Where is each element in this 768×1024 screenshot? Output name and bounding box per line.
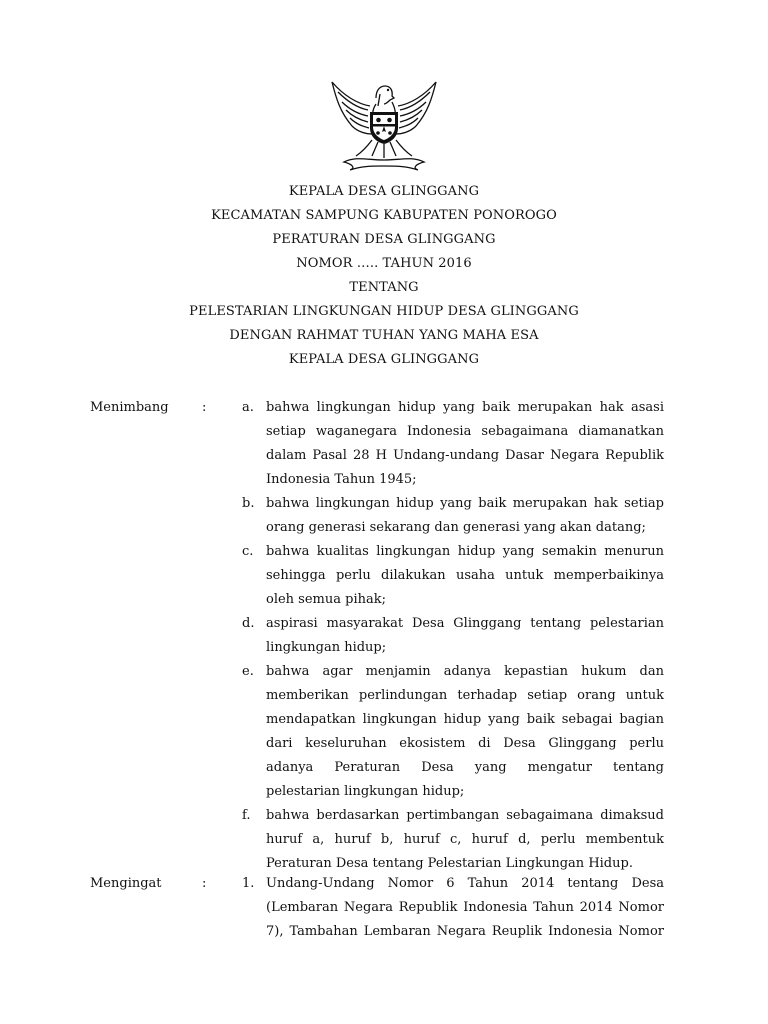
item-text	[266, 540, 664, 612]
item-line: Peraturan Desa tentang Pelestarian Lingkungan Hidup.	[266, 856, 633, 871]
regulation-number: NOMOR ….. TAHUN 2016	[296, 256, 472, 271]
item-line: dari keseluruhan ekosistem di Desa Glinggang perlu	[266, 736, 664, 751]
item-line: (Lembaran Negara Republik Indonesia Tahun 2014 Nomor	[266, 900, 664, 915]
item-line: pelestarian lingkungan hidup;	[266, 784, 465, 799]
regulation-type: PERATURAN DESA GLINGGANG	[272, 232, 496, 247]
menimbang-colon: :	[202, 400, 207, 415]
item-line: sehingga perlu dilakukan usaha untuk memperbaikinya	[266, 568, 664, 583]
district-regency-line: KECAMATAN SAMPUNG KABUPATEN PONOROGO	[211, 208, 557, 223]
item-line: dalam Pasal 28 H Undang-undang Dasar Negara Republik	[266, 448, 664, 463]
item-text	[266, 396, 664, 492]
document-header	[0, 180, 768, 372]
invocation-line: DENGAN RAHMAT TUHAN YANG MAHA ESA	[229, 328, 539, 343]
village-head-title-repeat: KEPALA DESA GLINGGANG	[288, 352, 480, 367]
item-line: 7), Tambahan Lembaran Negara Reuplik Indonesia Nomor	[266, 924, 664, 939]
item-text	[266, 872, 664, 944]
item-line: bahwa kualitas lingkungan hidup yang semakin menurun	[266, 544, 664, 559]
item-marker: b.	[242, 496, 255, 511]
item-marker: 1.	[242, 876, 255, 891]
item-text	[266, 804, 664, 876]
item-line: bahwa agar menjamin adanya kepastian hukum dan	[266, 664, 664, 679]
item-line: huruf a, huruf b, huruf c, huruf d, perlu membentuk	[266, 832, 664, 847]
item-marker: c.	[242, 544, 254, 559]
item-line: oleh semua pihak;	[266, 592, 386, 607]
item-line: bahwa berdasarkan pertimbangan sebagaimana dimaksud	[266, 808, 664, 823]
regulation-subject: PELESTARIAN LINGKUNGAN HIDUP DESA GLINGGANG	[189, 304, 579, 319]
item-line: setiap waganegara Indonesia sebagaimana diamanatkan	[266, 424, 664, 439]
item-line: orang generasi sekarang dan generasi yang akan datang;	[266, 520, 646, 535]
item-marker: a.	[242, 400, 254, 415]
item-marker: e.	[242, 664, 254, 679]
menimbang-label: Menimbang	[90, 400, 169, 415]
item-marker: d.	[242, 616, 255, 631]
item-line: memberikan perlindungan terhadap setiap orang untuk	[266, 688, 664, 703]
item-line: bahwa lingkungan hidup yang baik merupakan hak setiap	[266, 496, 664, 511]
mengingat-label: Mengingat	[90, 876, 162, 891]
item-line: lingkungan hidup;	[266, 640, 387, 655]
item-line: bahwa lingkungan hidup yang baik merupakan hak asasi	[266, 400, 664, 415]
village-head-title: KEPALA DESA GLINGGANG	[288, 184, 480, 199]
item-line: adanya Peraturan Desa yang mengatur tentang	[266, 760, 664, 775]
item-line: Undang-Undang Nomor 6 Tahun 2014 tentang Desa	[266, 876, 664, 891]
item-text	[266, 492, 664, 540]
mengingat-colon: :	[202, 876, 207, 891]
regulation-about-label: TENTANG	[349, 280, 419, 295]
garuda-pancasila-emblem-icon	[322, 76, 446, 172]
item-line: Indonesia Tahun 1945;	[266, 472, 417, 487]
item-line: aspirasi masyarakat Desa Glinggang tentang pelestarian	[266, 616, 664, 631]
item-text	[266, 660, 664, 804]
item-line: mendapatkan lingkungan hidup yang baik sebagai bagian	[266, 712, 664, 727]
item-marker: f.	[242, 808, 251, 823]
item-text	[266, 612, 664, 660]
